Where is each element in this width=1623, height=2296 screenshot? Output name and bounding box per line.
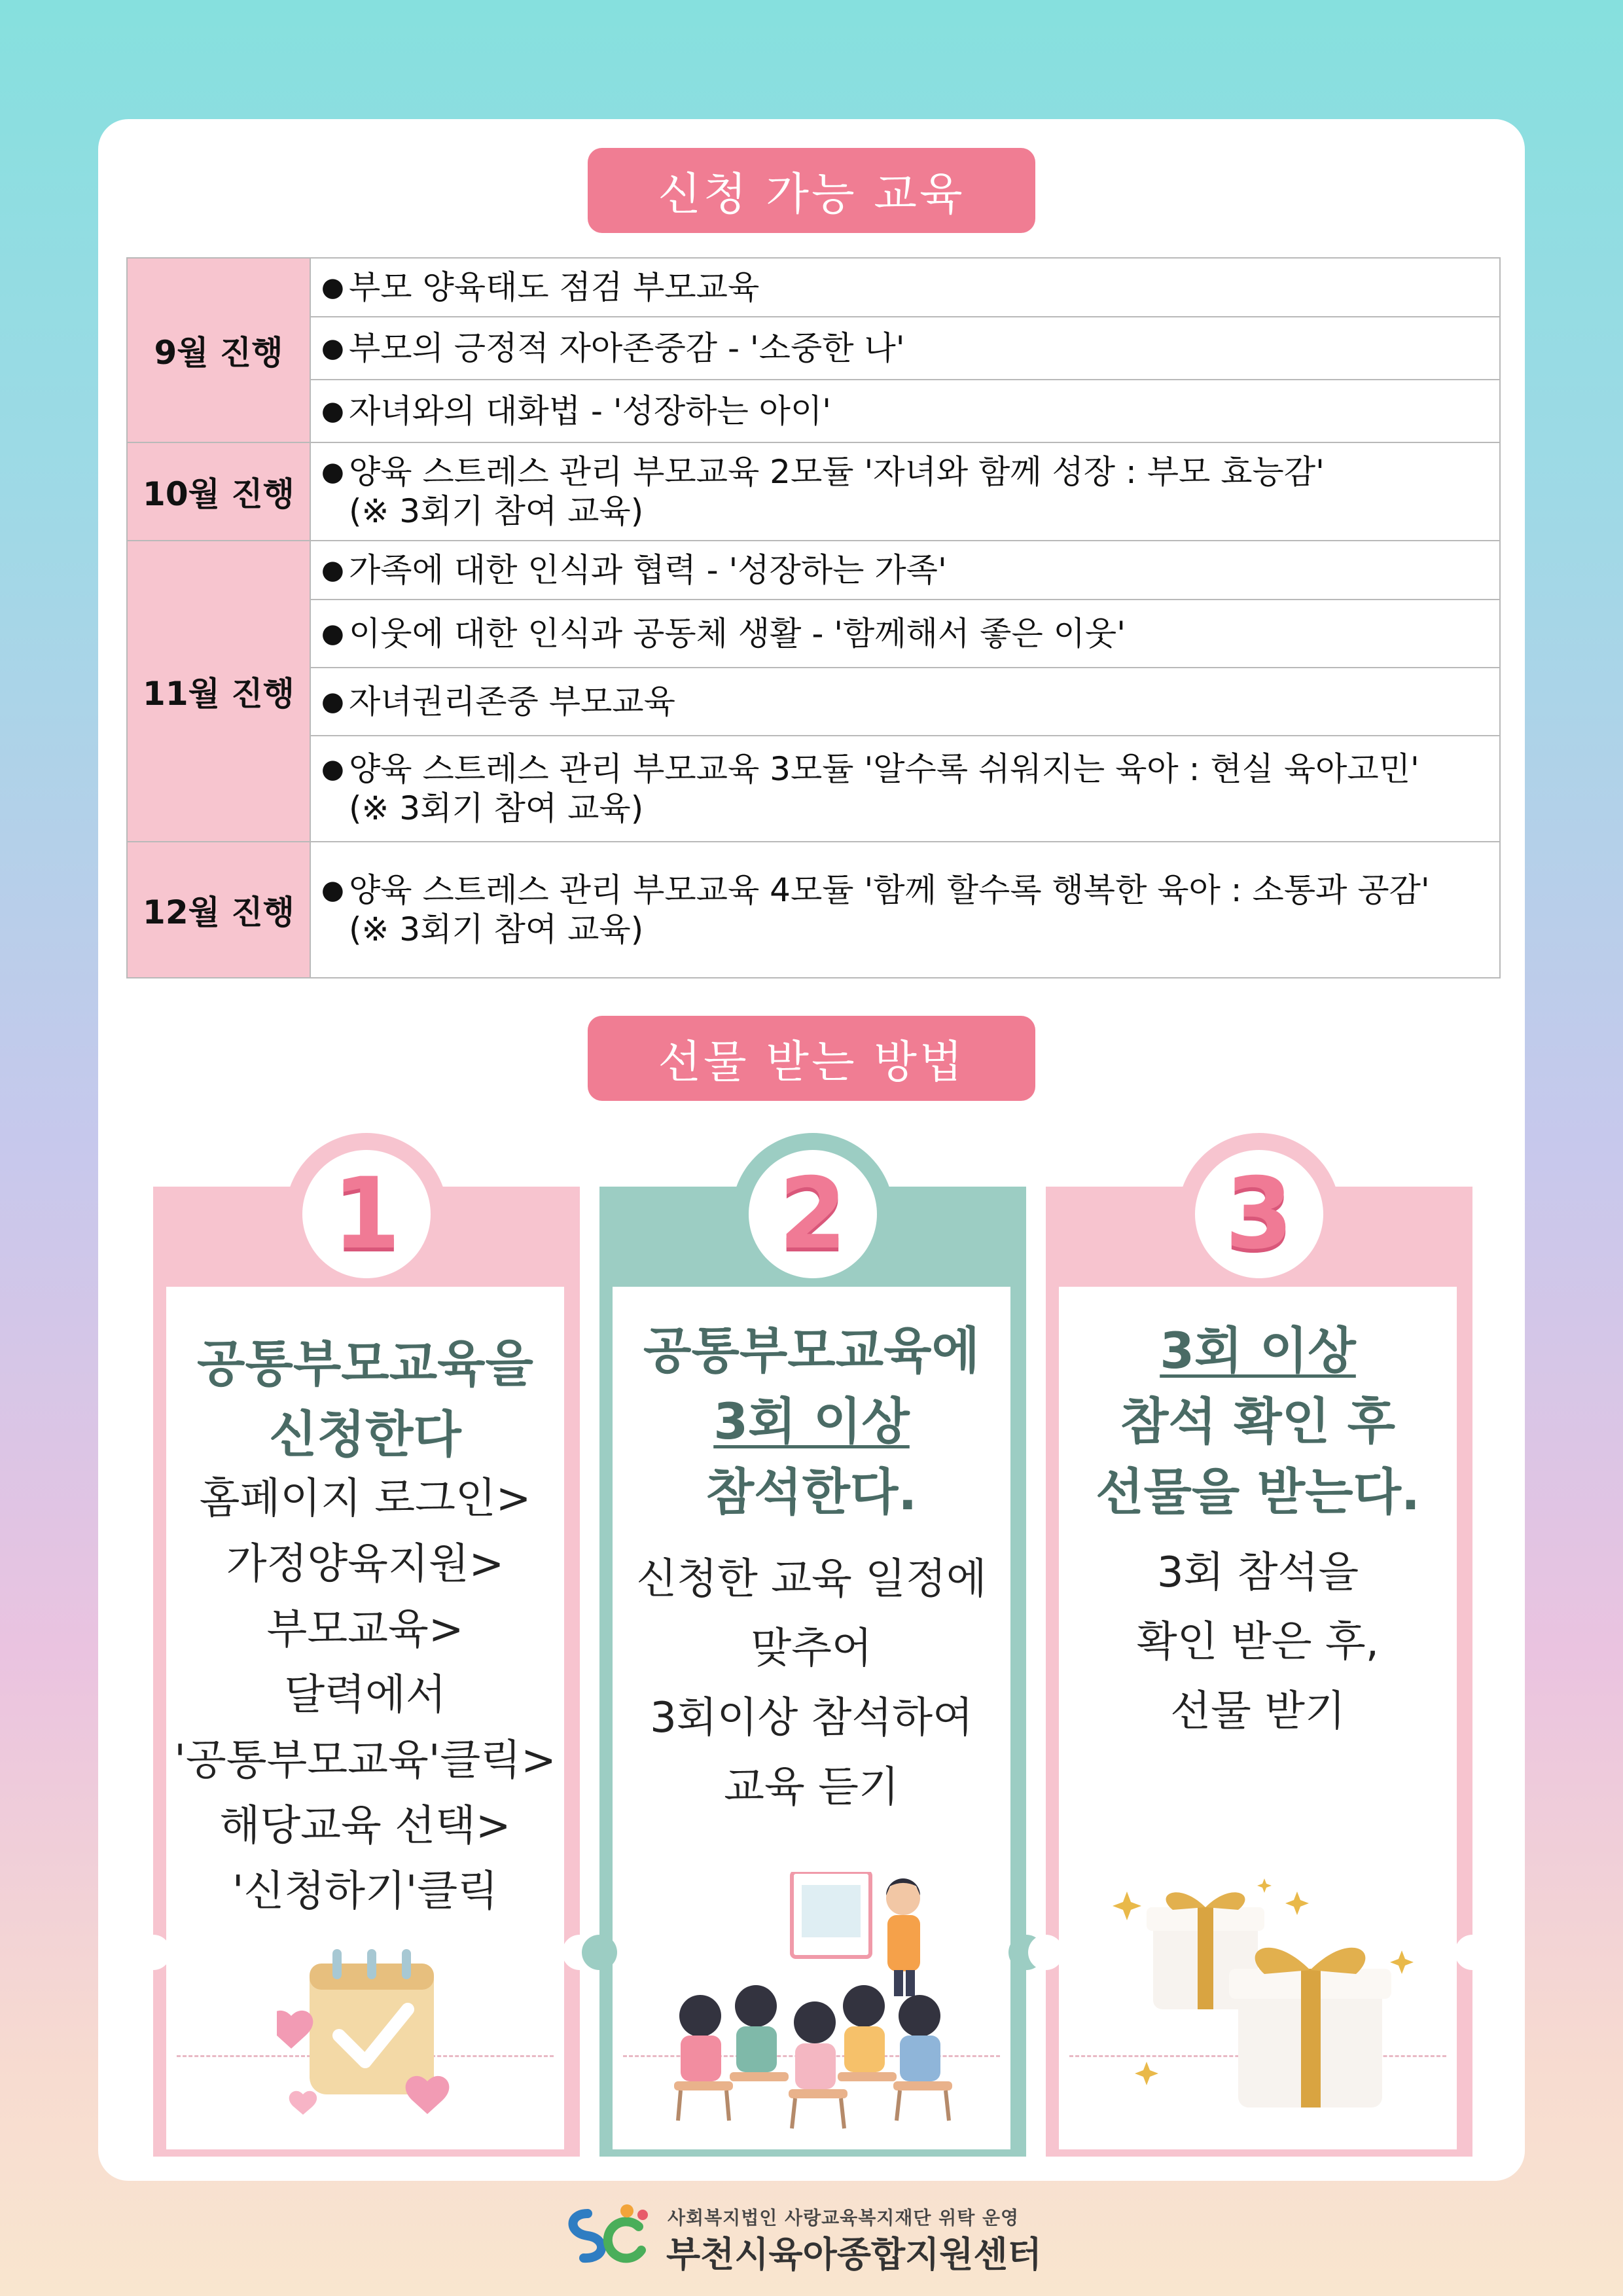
month-label: 10월 진행 (127, 442, 310, 541)
step-2-heading: 공통부모교육에 3회 이상 참석한다. (643, 1321, 980, 1521)
step-3-badge: 3 (1178, 1133, 1340, 1295)
course-item: ● 이웃에 대한 인식과 공동체 생활 - '함께해서 좋은 이웃' (310, 600, 1500, 668)
course-item: ● 가족에 대한 인식과 협력 - '성장하는 가족' (310, 541, 1500, 600)
gift-box-icon (1101, 1865, 1428, 2127)
step-1-heading: 공통부모교육을 신청한다 (197, 1335, 533, 1463)
course-item: ● 양육 스트레스 관리 부모교육 2모듈 '자녀와 함께 성장 : 부모 효능감' (※ 3회기 참여 교육) (310, 442, 1500, 541)
footer-operator: 사회복지법인 사랑교육복지재단 위탁 운영 (668, 2207, 1020, 2229)
courses-section-title: 신청 가능 교육 (588, 148, 1035, 233)
course-schedule-table (126, 257, 1501, 978)
calendar-check-icon (277, 1944, 467, 2121)
month-label: 12월 진행 (127, 842, 310, 978)
course-item: ● 부모의 긍정적 자아존중감 - '소중한 나' (310, 317, 1500, 380)
step-1-description: 홈페이지 로그인> 가정양육지원> 부모교육> 달력에서 '공통부모교육'클릭> 해당교육 선택> '신청하기'클릭 (174, 1475, 556, 1916)
course-item: ● 부모 양육태도 점검 부모교육 (310, 258, 1500, 317)
step-3-heading: 3회 이상 참석 확인 후 선물을 받는다. (1096, 1321, 1420, 1521)
course-item: ● 자녀권리존중 부모교육 (310, 668, 1500, 736)
step-2-description: 신청한 교육 일정에 맞추어 3회이상 참석하여 교육 듣기 (636, 1555, 987, 1812)
step-3-description: 3회 참석을 확인 받은 후, 선물 받기 (1136, 1549, 1380, 1736)
month-label: 11월 진행 (127, 541, 310, 842)
classroom-illustration (661, 1872, 969, 2134)
course-item: ● 양육 스트레스 관리 부모교육 3모듈 '알수록 쉬워지는 육아 : 현실 육아고민' (※ 3회기 참여 교육) (310, 736, 1500, 842)
step-1-panel (153, 1157, 580, 2157)
month-label: 9월 진행 (127, 258, 310, 442)
gift-section-title: 선물 받는 방법 (588, 1016, 1035, 1101)
footer-center-name: 부천시육아종합지원센터 (666, 2234, 1042, 2275)
step-3-panel (1046, 1157, 1472, 2157)
step-1-badge: 1 (285, 1133, 448, 1295)
course-item: ● 양육 스트레스 관리 부모교육 4모듈 '함께 할수록 행복한 육아 : 소통과 공감' (※ 3회기 참여 교육) (310, 842, 1500, 978)
step-2-panel (599, 1157, 1026, 2157)
course-item: ● 자녀와의 대화법 - '성장하는 아이' (310, 380, 1500, 442)
step-2-badge: 2 (732, 1133, 894, 1295)
center-logo-icon (562, 2200, 660, 2266)
